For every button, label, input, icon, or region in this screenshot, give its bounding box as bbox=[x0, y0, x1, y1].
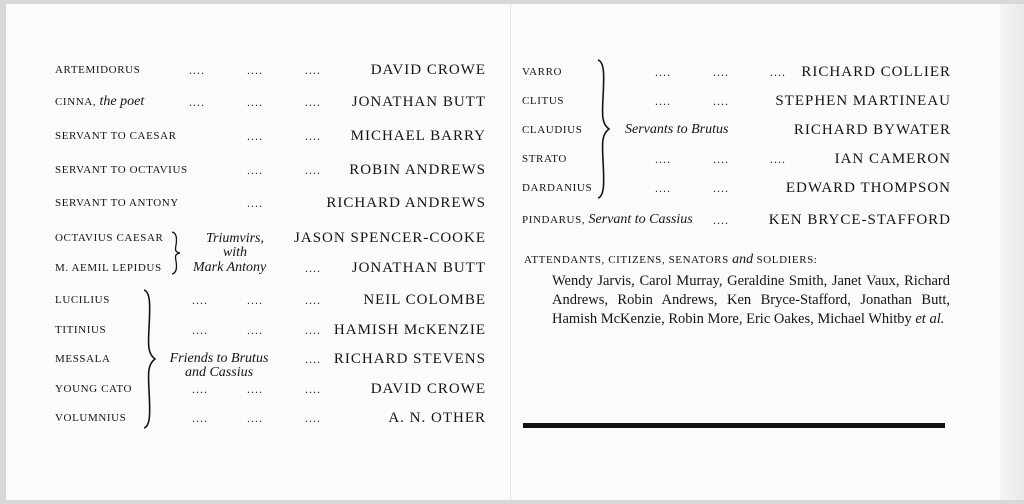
leader-dots: .... bbox=[192, 323, 208, 337]
actor-name: IAN CAMERON bbox=[834, 151, 951, 167]
group-brace bbox=[140, 288, 158, 430]
leader-dots: .... bbox=[247, 63, 263, 77]
page-edge-shadow bbox=[1000, 4, 1024, 500]
role-name: CLITUS bbox=[522, 95, 565, 107]
group-brace bbox=[170, 230, 182, 276]
actor-name: JONATHAN BUTT bbox=[351, 94, 486, 110]
leader-dots: .... bbox=[305, 261, 321, 275]
leader-dots: .... bbox=[655, 152, 671, 166]
extras-heading: ATTENDANTS, CITIZENS, SENATORS and SOLDIERS: bbox=[524, 252, 818, 267]
actor-name: ROBIN ANDREWS bbox=[349, 162, 486, 178]
role-name: ARTEMIDORUS bbox=[55, 64, 141, 76]
role-description: Servant to Cassius bbox=[588, 212, 693, 227]
role-name: CINNA, the poet bbox=[55, 94, 145, 109]
friends-note: Friends to Brutus and Cassius bbox=[169, 351, 269, 380]
leader-dots: .... bbox=[713, 213, 729, 227]
leader-dots: .... bbox=[247, 382, 263, 396]
actor-name: RICHARD ANDREWS bbox=[326, 195, 486, 211]
actor-name: STEPHEN MARTINEAU bbox=[775, 93, 951, 109]
role-name: OCTAVIUS CAESAR bbox=[55, 232, 164, 244]
role-name: LUCILIUS bbox=[55, 294, 110, 306]
leader-dots: .... bbox=[189, 95, 205, 109]
leader-dots: .... bbox=[770, 152, 786, 166]
leader-dots: .... bbox=[713, 65, 729, 79]
leader-dots: .... bbox=[192, 293, 208, 307]
role-name: CLAUDIUS bbox=[522, 124, 583, 136]
page-fold bbox=[510, 4, 511, 500]
leader-dots: .... bbox=[713, 94, 729, 108]
actor-name: RICHARD STEVENS bbox=[333, 351, 486, 367]
actor-name: JONATHAN BUTT bbox=[351, 260, 486, 276]
leader-dots: .... bbox=[247, 163, 263, 177]
actor-name: DAVID CROWE bbox=[370, 62, 486, 78]
role-name: MESSALA bbox=[55, 353, 111, 365]
actor-name: A. N. OTHER bbox=[388, 410, 486, 426]
role-name: M. AEMIL LEPIDUS bbox=[55, 262, 162, 274]
et-al: et al. bbox=[915, 311, 945, 327]
leader-dots: .... bbox=[305, 63, 321, 77]
role-name: STRATO bbox=[522, 153, 567, 165]
leader-dots: .... bbox=[305, 129, 321, 143]
role-name: SERVANT TO OCTAVIUS bbox=[55, 164, 188, 176]
leader-dots: .... bbox=[305, 411, 321, 425]
leader-dots: .... bbox=[247, 95, 263, 109]
leader-dots: .... bbox=[655, 94, 671, 108]
triumvirs-note-line: Mark Antony bbox=[193, 260, 267, 275]
group-brace bbox=[594, 58, 612, 200]
leader-dots: .... bbox=[247, 129, 263, 143]
leader-dots: .... bbox=[189, 63, 205, 77]
actor-name: RICHARD COLLIER bbox=[801, 64, 951, 80]
actor-name: KEN BRYCE-STAFFORD bbox=[768, 212, 951, 228]
leader-dots: .... bbox=[305, 163, 321, 177]
role-name: VOLUMNIUS bbox=[55, 412, 127, 424]
triumvirs-note: Triumvirs, with bbox=[206, 231, 264, 260]
servants-note: Servants to Brutus bbox=[625, 122, 729, 137]
leader-dots: .... bbox=[305, 95, 321, 109]
leader-dots: .... bbox=[247, 411, 263, 425]
actor-name: MICHAEL BARRY bbox=[350, 128, 486, 144]
leader-dots: .... bbox=[192, 411, 208, 425]
actor-name: NEIL COLOMBE bbox=[363, 292, 486, 308]
leader-dots: .... bbox=[713, 152, 729, 166]
role-name: VARRO bbox=[522, 66, 563, 78]
actor-name: JASON SPENCER-COOKE bbox=[294, 230, 486, 246]
leader-dots: .... bbox=[713, 181, 729, 195]
role-name: TITINIUS bbox=[55, 324, 107, 336]
leader-dots: .... bbox=[305, 293, 321, 307]
extras-list: Wendy Jarvis, Carol Murray, Geraldine Smith, Janet Vaux, Richard Andrews, Robin Andrews, Ken Bryce-Stafford, Jonathan Butt, Hamish McKenzie, Robin More, Eric Oakes, Michael Whitby et al. bbox=[552, 273, 950, 327]
role-name: DARDANIUS bbox=[522, 182, 593, 194]
leader-dots: .... bbox=[305, 382, 321, 396]
actor-name: EDWARD THOMPSON bbox=[785, 180, 951, 196]
role-name: PINDARUS, Servant to Cassius bbox=[522, 212, 693, 227]
leader-dots: .... bbox=[247, 293, 263, 307]
leader-dots: .... bbox=[655, 181, 671, 195]
leader-dots: .... bbox=[770, 65, 786, 79]
leader-dots: .... bbox=[192, 382, 208, 396]
role-name: SERVANT TO ANTONY bbox=[55, 197, 179, 209]
role-name: YOUNG CATO bbox=[55, 383, 132, 395]
role-name: SERVANT TO CAESAR bbox=[55, 130, 177, 142]
closing-rule bbox=[523, 423, 945, 428]
actor-name: DAVID CROWE bbox=[370, 381, 486, 397]
actor-name: HAMISH McKENZIE bbox=[333, 322, 486, 338]
leader-dots: .... bbox=[247, 196, 263, 210]
leader-dots: .... bbox=[305, 323, 321, 337]
leader-dots: .... bbox=[305, 352, 321, 366]
role-description: the poet bbox=[99, 94, 145, 109]
leader-dots: .... bbox=[247, 323, 263, 337]
actor-name: RICHARD BYWATER bbox=[793, 122, 951, 138]
leader-dots: .... bbox=[655, 65, 671, 79]
